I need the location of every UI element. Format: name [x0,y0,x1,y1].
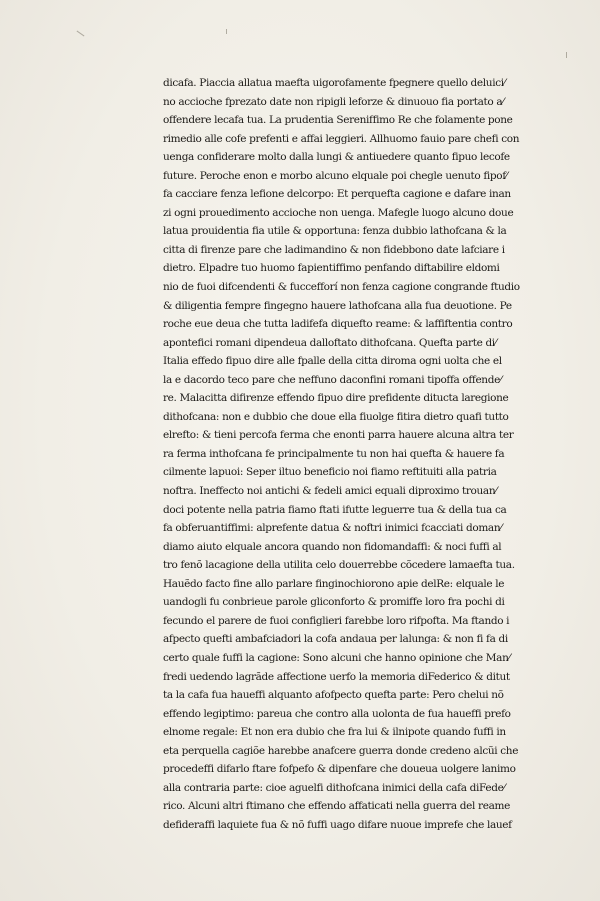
body-text [163,74,558,834]
text-line: afpecto quefti ambafciadori la cofa andaua per lalunga: & non fi fa di [163,633,508,646]
text-line: diamo aiuto elquale ancora quando non fidomandaffi: & noci fuffi al [163,540,502,553]
text-line: ra ferma inthofcana fe principalmente tu non hai quefta & hauere fa [163,447,505,460]
paper-mark [226,29,227,34]
text-line: certo quale fuffi la cagione: Sono alcuni che hanno opinione che Man⁄ [163,651,510,664]
text-line: elrefto: & tieni percofa ferma che enonti parra hauere alcuna altra ter [163,429,514,442]
text-line: re. Malacitta difirenze effendo fipuo dire prefidente ditucta laregione [163,392,509,405]
paper-mark [566,52,567,58]
text-line: latua prouidentia fia utile & opportuna: fenza dubbio lathofcana & la [163,225,507,238]
text-line: procedeffi difarlo ftare fofpefo & dipenfare che doueua uolgere lanimo [163,763,516,776]
text-line: zi ogni prouedimento accioche non uenga. Mafegle luogo alcuno doue [163,206,514,219]
text-line: elnome regale: Et non era dubio che fra lui & ilnipote quando fuffi in [163,726,506,739]
text-line: rimedio alle cofe prefenti e affai leggieri. Allhuomo fauio pare chefi con [163,132,520,145]
text-line: fecundo el parere de fuoi configlieri farebbe loro rifpofta. Ma ftando i [163,614,510,627]
text-line: uenga confiderare molto dalla lungi & antiuedere quanto fipuo lecofe [163,151,510,164]
text-line: alla contraria parte: cioe aguelfi dithofcana inimici della cafa diFede⁄ [163,781,505,794]
text-line: & diligentia fempre fingegno hauere lathofcana alla fua deuotione. Pe [163,299,512,312]
text-line: cilmente lapuoi: Seper iltuo beneficio noi fiamo reftituiti alla patria [163,466,497,479]
text-line: nio de fuoi difcendenti & fuccefforí non fenza cagione congrande ftudio [163,281,520,294]
text-line: eta perquella cagiõe harebbe anafcere guerra donde credeno alcũi che [163,744,519,757]
text-line: citta di firenze pare che ladimandino & non fidebbono date lafciare i [163,243,505,256]
paper-mark [77,31,85,37]
text-line: fredi uedendo lagrãde affectione uerfo la memoria diFederico & ditut [163,670,510,683]
text-line: ta la cafa fua haueffi alquanto afofpecto quefta parte: Pero chelui nõ [163,689,504,702]
text-line: dithofcana: non e dubbio che doue ella fiuolge fitira dietro quafi tutto [163,410,509,423]
text-line: fa obferuantiffimi: alprefente datua & noftri inimici fcacciati doman⁄ [163,522,502,535]
text-line: rico. Alcuni altri ftimano che effendo affaticati nella guerra del reame [163,800,510,813]
text-line: offendere lecafa tua. La prudentia Sereniffimo Re che folamente pone [163,114,513,127]
text-line: uandogli fu conbrieue parole gliconforto & promiffe loro fra pochi di [163,596,505,609]
text-line: la e dacordo teco pare che neffuno daconfini romani tipoffa offende⁄ [163,373,502,386]
text-line: effendo legiptimo: pareua che contro alla uolonta de fua haueffi prefo [163,707,511,720]
text-line: fa cacciare fenza lefione delcorpo: Et perquefta cagione e dafare inan [163,188,511,201]
text-line: roche eue deua che tutta ladifefa diquefto reame: & laffiftentia contro [163,318,513,331]
text-line: Italia effedo fipuo dire alle fpalle della citta diroma ogni uolta che el [163,355,502,368]
text-line: dicafa. Piaccia allatua maefta uigorofamente fpegnere quello deluici⁄ [163,77,506,89]
text-line: future. Peroche enon e morbo alcuno elquale poi chegle uenuto fipof⁄ [163,169,508,182]
text-line: dietro. Elpadre tuo huomo fapientiffimo penfando diftabilire eldomi [163,262,500,275]
text-line: no accioche fprezato date non ripigli leforze & dinuouo fia portato a⁄ [163,95,504,108]
text-line: noftra. Ineffecto noi antichi & fedeli amici equali diproximo trouan⁄ [163,485,497,498]
text-line: defideraffi laquiete fua & nõ fuffi uago difare nuoue imprefe che lauef [163,818,512,831]
text-line: doci potente nella patria fiamo ftati ifutte leguerre tua & della tua ca [163,503,507,516]
text-line: Hauẽdo facto fine allo parlare finginochiorono apie delRe: elquale le [163,577,505,590]
text-line: apontefici romani dipendeua dalloftato dithofcana. Quefta parte di⁄ [163,336,497,349]
text-line: tro fenõ lacagione della utilita celo douerrebbe cõcedere lamaefta tua. [163,559,515,572]
